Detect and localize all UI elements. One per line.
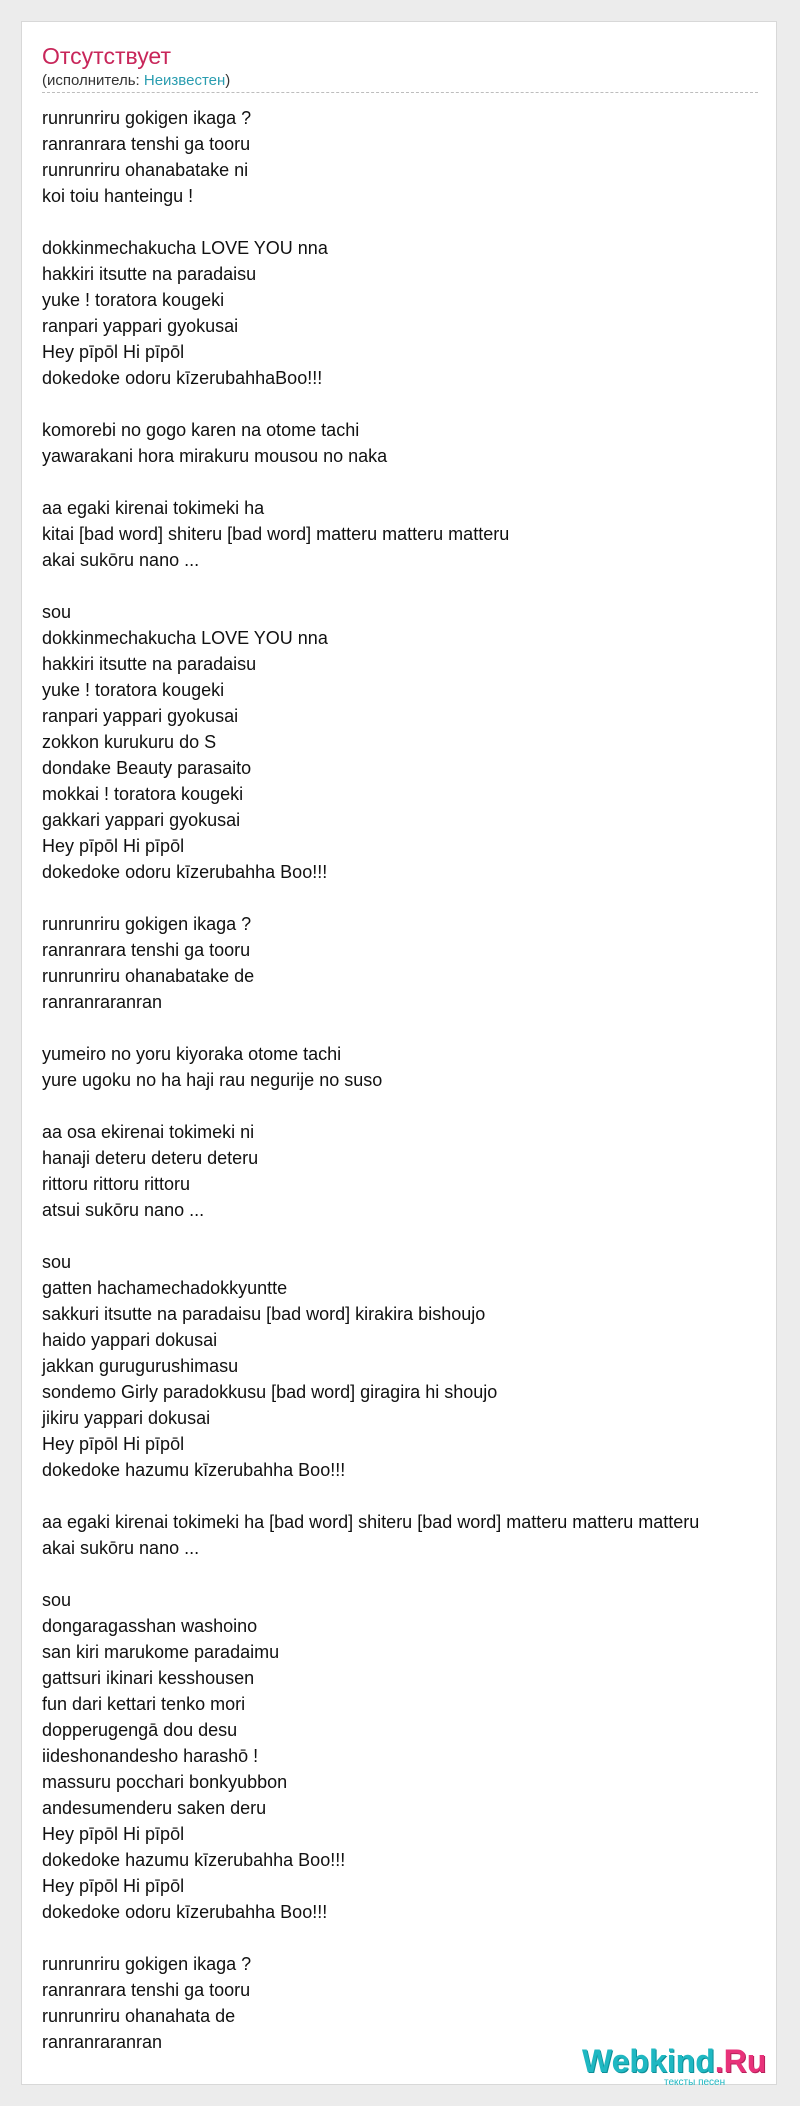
- lyrics-stanza: [42, 235, 782, 391]
- lyrics-stanza: [42, 1509, 782, 1561]
- lyric-line: hakkiri itsutte na paradaisu: [42, 654, 257, 674]
- logo-tagline: тексты песен: [664, 2077, 726, 2088]
- artist-line: [42, 72, 230, 90]
- lyric-line: andesumenderu saken deru: [42, 1798, 267, 1818]
- lyrics-stanza: [42, 1951, 782, 2055]
- artist-prefix: (исполнитель:: [42, 72, 144, 89]
- lyric-line: jakkan gurugurushimasu: [42, 1356, 239, 1376]
- lyric-line: runrunriru ohanabatake de: [42, 966, 255, 986]
- lyric-line: runrunriru gokigen ikaga ?: [42, 914, 252, 934]
- lyric-line: jikiru yappari dokusai: [42, 1408, 211, 1428]
- lyric-line: dokedoke odoru kīzerubahhaBoo!!!: [42, 368, 323, 388]
- lyrics-stanza: [42, 599, 782, 885]
- lyric-line: sou: [42, 1252, 72, 1272]
- logo-accent-text: .Ru: [714, 2043, 767, 2079]
- lyric-line: Hey pīpōl Hi pīpōl: [42, 1876, 185, 1896]
- song-title: Отсутствует: [42, 43, 171, 69]
- lyric-line: akai sukōru nano ...: [42, 550, 200, 570]
- lyric-line: Hey pīpōl Hi pīpōl: [42, 342, 185, 362]
- lyric-line: massuru pocchari bonkyubbon: [42, 1772, 288, 1792]
- lyrics-stanza: [42, 1119, 782, 1223]
- lyric-line: komorebi no gogo karen na otome tachi: [42, 420, 360, 440]
- lyric-line: dondake Beauty parasaito: [42, 758, 252, 778]
- lyric-line: ranranrara tenshi ga tooru: [42, 134, 251, 154]
- lyrics-stanza: [42, 1587, 782, 1925]
- lyric-line: mokkai ! toratora kougeki: [42, 784, 244, 804]
- lyrics-stanza: [42, 1249, 782, 1483]
- lyric-line: dokedoke hazumu kīzerubahha Boo!!!: [42, 1460, 346, 1480]
- lyric-line: dokedoke hazumu kīzerubahha Boo!!!: [42, 1850, 346, 1870]
- lyric-line: koi toiu hanteingu !: [42, 186, 194, 206]
- logo-main-text: Webkind: [582, 2043, 715, 2079]
- lyric-line: akai sukōru nano ...: [42, 1538, 200, 1558]
- lyric-line: gakkari yappari gyokusai: [42, 810, 241, 830]
- lyrics-stanza: [42, 105, 782, 209]
- lyric-line: dokedoke odoru kīzerubahha Boo!!!: [42, 862, 328, 882]
- lyric-line: aa osa ekirenai tokimeki ni: [42, 1122, 255, 1142]
- lyric-line: runrunriru ohanahata de: [42, 2006, 236, 2026]
- lyric-line: ranranraranran: [42, 992, 163, 1012]
- lyric-line: aa egaki kirenai tokimeki ha: [42, 498, 265, 518]
- webkind-logo[interactable]: [582, 2043, 782, 2087]
- lyric-line: dokedoke odoru kīzerubahha Boo!!!: [42, 1902, 328, 1922]
- lyric-line: fun dari kettari tenko mori: [42, 1694, 246, 1714]
- lyrics-body: [42, 105, 782, 2081]
- lyric-line: ranranrara tenshi ga tooru: [42, 1980, 251, 2000]
- lyric-line: yumeiro no yoru kiyoraka otome tachi: [42, 1044, 342, 1064]
- lyric-line: sakkuri itsutte na paradaisu [bad word] kirakira bishoujo: [42, 1304, 486, 1324]
- lyric-line: atsui sukōru nano ...: [42, 1200, 205, 1220]
- logo-wordmark: [582, 2043, 766, 2079]
- lyrics-stanza: [42, 911, 782, 1015]
- artist-suffix: ): [225, 72, 231, 89]
- lyric-line: dopperugengā dou desu: [42, 1720, 238, 1740]
- lyric-line: yawarakani hora mirakuru mousou no naka: [42, 446, 388, 466]
- lyric-line: runrunriru gokigen ikaga ?: [42, 1954, 252, 1974]
- header-divider: [42, 92, 758, 93]
- lyric-line: ranpari yappari gyokusai: [42, 316, 239, 336]
- lyric-line: kitai [bad word] shiteru [bad word] matteru matteru matteru: [42, 524, 510, 544]
- lyric-line: yuke ! toratora kougeki: [42, 290, 225, 310]
- lyric-line: dokkinmechakucha LOVE YOU nna: [42, 238, 328, 258]
- lyric-line: sondemo Girly paradokkusu [bad word] giragira hi shoujo: [42, 1382, 498, 1402]
- lyric-line: iideshonandesho harashō !: [42, 1746, 259, 1766]
- lyric-line: dokkinmechakucha LOVE YOU nna: [42, 628, 328, 648]
- lyric-line: Hey pīpōl Hi pīpōl: [42, 836, 185, 856]
- lyric-line: hakkiri itsutte na paradaisu: [42, 264, 257, 284]
- lyric-line: Hey pīpōl Hi pīpōl: [42, 1824, 185, 1844]
- lyric-line: Hey pīpōl Hi pīpōl: [42, 1434, 185, 1454]
- lyric-line: ranranrara tenshi ga tooru: [42, 940, 251, 960]
- lyric-line: hanaji deteru deteru deteru: [42, 1148, 259, 1168]
- lyric-line: yure ugoku no ha haji rau negurije no suso: [42, 1070, 383, 1090]
- lyrics-card: [21, 21, 777, 2088]
- lyric-line: dongaragasshan washoino: [42, 1616, 258, 1636]
- lyric-line: yuke ! toratora kougeki: [42, 680, 225, 700]
- lyrics-stanza: [42, 1041, 782, 1093]
- lyrics-stanza: [42, 495, 782, 573]
- lyric-line: ranpari yappari gyokusai: [42, 706, 239, 726]
- lyric-line: san kiri marukome paradaimu: [42, 1642, 280, 1662]
- lyric-line: rittoru rittoru rittoru: [42, 1174, 191, 1194]
- artist-link[interactable]: Неизвестен: [143, 72, 226, 89]
- lyric-line: ranranraranran: [42, 2032, 163, 2052]
- lyric-line: runrunriru ohanabatake ni: [42, 160, 249, 180]
- lyric-line: haido yappari dokusai: [42, 1330, 218, 1350]
- lyric-line: zokkon kurukuru do S: [42, 732, 217, 752]
- lyric-line: aa egaki kirenai tokimeki ha [bad word] shiteru [bad word] matteru matteru matteru: [42, 1512, 700, 1532]
- lyrics-stanza: [42, 417, 782, 469]
- lyric-line: sou: [42, 602, 72, 622]
- lyric-line: gatten hachamechadokkyuntte: [42, 1278, 288, 1298]
- lyric-line: runrunriru gokigen ikaga ?: [42, 108, 252, 128]
- lyric-line: gattsuri ikinari kesshousen: [42, 1668, 255, 1688]
- lyric-line: sou: [42, 1590, 72, 1610]
